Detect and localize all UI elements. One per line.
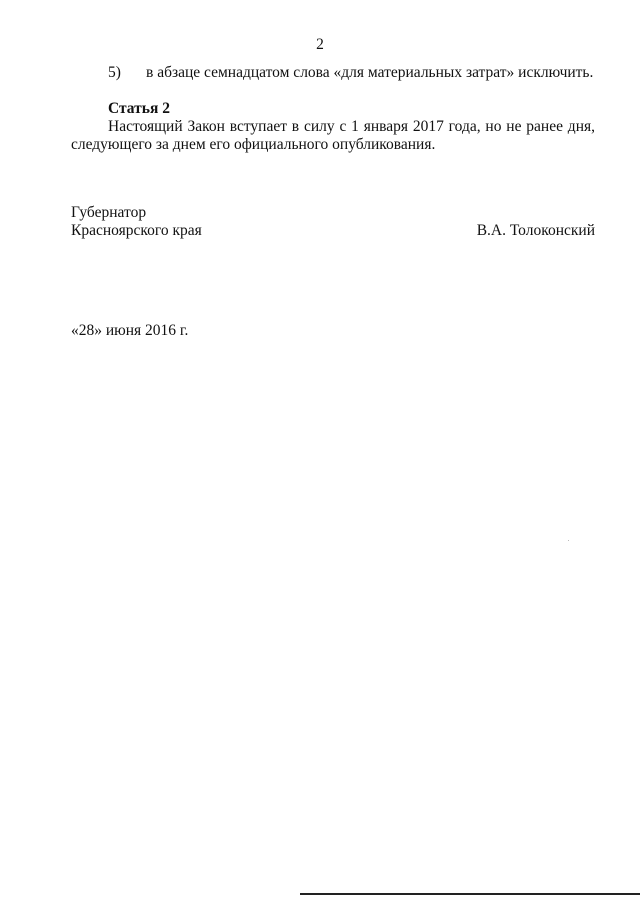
bottom-edge-rule [300, 893, 640, 895]
scan-speck [568, 540, 569, 541]
page-number: 2 [316, 36, 324, 53]
list-item-number: 5) [108, 64, 121, 81]
article-paragraph-line-1: Настоящий Закон вступает в силу с 1 января 2017 года, но не ранее дня, [108, 118, 595, 135]
signatory-name: В.А. Толоконский [476, 222, 595, 239]
signatory-title-line-2: Красноярского края [71, 222, 202, 239]
signatory-title-line-1: Губернатор [71, 204, 147, 221]
article-title: Статья 2 [108, 100, 170, 117]
document-date: «28» июня 2016 г. [71, 322, 189, 339]
article-paragraph-line-2: следующего за днем его официального опубликования. [71, 136, 436, 153]
list-item-text: в абзаце семнадцатом слова «для материальных затрат» исключить. [146, 64, 594, 81]
